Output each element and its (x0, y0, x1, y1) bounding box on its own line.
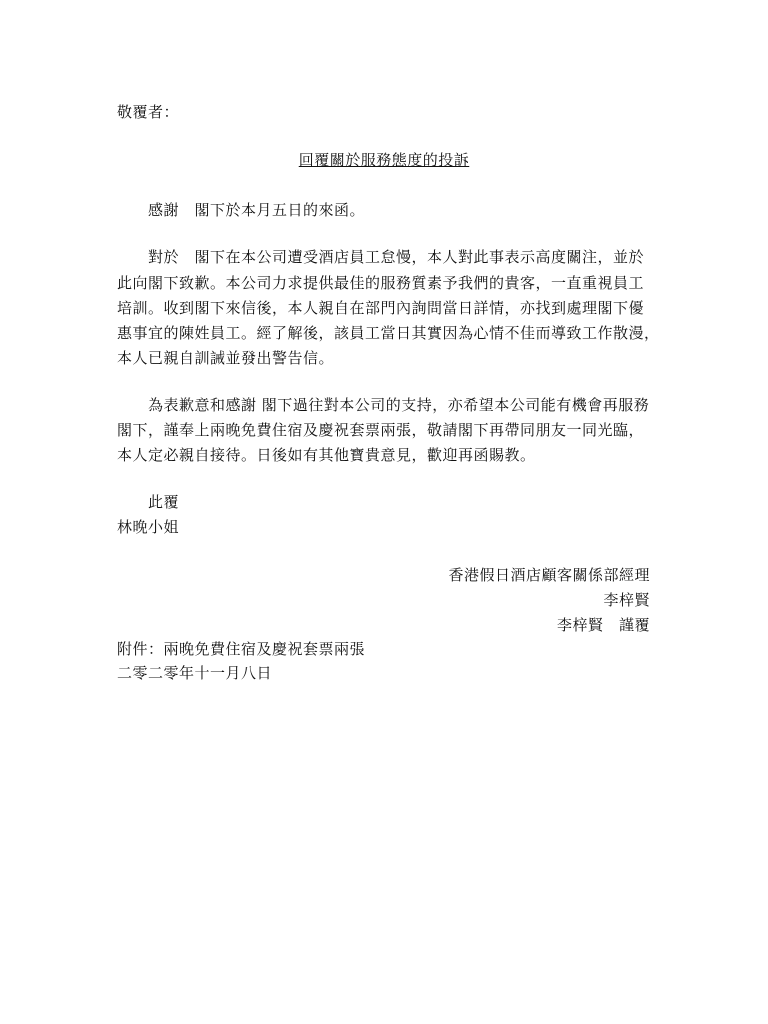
letter-date: 二零二零年十一月八日 (117, 664, 273, 682)
paragraph-1: 感謝 閣下於本月五日的來函。 (148, 201, 366, 219)
signature: 李梓賢 (603, 591, 650, 609)
sender-sign-off: 李梓賢 謹覆 (556, 616, 650, 634)
subject-title: 回覆關於服務態度的投訴 (298, 151, 470, 169)
salutation: 敬覆者： (117, 103, 180, 121)
paragraph-2-line: 本人已親自訓誡並發出警告信。 (117, 349, 335, 367)
paragraph-3-line: 為表歉意和感謝 閣下過往對本公司的支持，亦希望本公司能有機會再服務 (148, 396, 650, 414)
paragraph-2-line: 惠事宜的陳姓員工。經了解後，該員工當日其實因為心情不佳而導致工作散漫， (117, 324, 660, 342)
attachment: 附件：兩晚免費住宿及慶祝套票兩張 (117, 640, 366, 658)
sender-title: 香港假日酒店顧客關係部經理 (448, 566, 650, 584)
paragraph-2-line: 對於 閣下在本公司遭受酒店員工怠慢，本人對此事表示高度關注，並於 (148, 248, 645, 266)
paragraph-2-line: 培訓。收到閣下來信後，本人親自在部門內詢問當日詳情，亦找到處理閣下優 (117, 299, 645, 317)
closing: 此覆 (148, 493, 180, 511)
recipient: 林晚小姐 (117, 518, 180, 536)
paragraph-3-line: 閣下，謹奉上兩晚免費住宿及慶祝套票兩張，敬請閣下再帶同朋友一同光臨， (117, 421, 645, 439)
paragraph-2-line: 此向閣下致歉。本公司力求提供最佳的服務質素予我們的貴客，一直重視員工 (117, 274, 645, 292)
paragraph-3-line: 本人定必親自接待。日後如有其他寶貴意見，歡迎再函賜教。 (117, 446, 536, 464)
